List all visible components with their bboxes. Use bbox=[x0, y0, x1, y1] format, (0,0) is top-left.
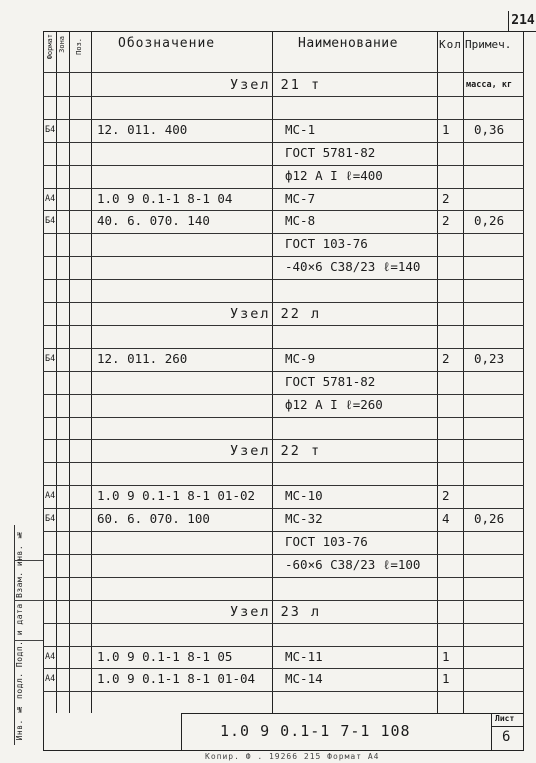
document-code: 1.0 9 0.1-1 7-1 108 bbox=[220, 722, 411, 740]
section-title: Узел 22 т bbox=[230, 443, 322, 460]
row-name: МС-14 bbox=[285, 671, 323, 687]
row-designation: 1.0 9 0.1-1 8-1 05 bbox=[97, 648, 233, 664]
row-divider bbox=[43, 256, 524, 257]
row-note: 0,23 bbox=[474, 350, 505, 366]
header-poz: Поз. bbox=[75, 38, 83, 55]
row-qty: 4 bbox=[442, 511, 450, 527]
section-title: Узел 23 л bbox=[230, 603, 322, 620]
row-divider bbox=[43, 417, 524, 418]
header-note: Примеч. bbox=[465, 38, 512, 51]
row-divider bbox=[43, 554, 524, 555]
row-designation: 12. 011. 260 bbox=[97, 350, 188, 366]
col-divider-qty bbox=[463, 31, 464, 713]
row-format: А4 bbox=[45, 674, 56, 685]
row-qty: 2 bbox=[442, 350, 450, 366]
row-name: ф12 А I ℓ=260 bbox=[285, 396, 383, 412]
page-number: 214 bbox=[508, 11, 536, 32]
row-format: Б4 bbox=[45, 216, 56, 227]
footer-copy-note: Копир. Ф . 19266 215 Формат А4 bbox=[205, 752, 380, 761]
header-designation: Обозначение bbox=[118, 36, 216, 51]
row-designation: 40. 6. 070. 140 bbox=[97, 213, 210, 229]
row-name: МС-1 bbox=[285, 121, 316, 137]
sheet-number: 6 bbox=[502, 729, 511, 745]
sheet-label: Лист bbox=[495, 714, 515, 723]
row-qty: 1 bbox=[442, 648, 450, 664]
row-qty: 2 bbox=[442, 190, 450, 206]
row-note: 0,26 bbox=[474, 213, 505, 229]
row-divider bbox=[43, 165, 524, 166]
row-name: ГОСТ 103-76 bbox=[285, 534, 368, 549]
col-divider-poz bbox=[91, 31, 92, 713]
header-qty: Кол bbox=[439, 38, 462, 51]
header-zona: Зона bbox=[58, 36, 66, 53]
row-note: 0,26 bbox=[474, 511, 505, 527]
section-title: Узел 22 л bbox=[230, 306, 322, 322]
row-divider bbox=[43, 577, 524, 578]
col-divider-format bbox=[56, 31, 57, 713]
row-name: МС-32 bbox=[285, 511, 323, 527]
row-format: Б4 bbox=[45, 514, 56, 525]
row-qty: 2 bbox=[442, 488, 450, 504]
row-divider bbox=[43, 623, 524, 624]
row-name: МС-7 bbox=[285, 190, 316, 206]
side-strip-label: Инв. № подл. Подп. и дата Взам. инв. № bbox=[15, 530, 24, 741]
sheet-box-divider bbox=[491, 726, 524, 727]
row-note: 0,36 bbox=[474, 121, 505, 137]
row-designation: 1.0 9 0.1-1 8-1 01-04 bbox=[97, 671, 256, 687]
row-divider bbox=[43, 233, 524, 234]
row-name: -60×6 С38/23 ℓ=100 bbox=[285, 556, 421, 572]
header-name: Наименование bbox=[298, 36, 398, 51]
row-divider bbox=[43, 371, 524, 372]
row-qty: 2 bbox=[442, 213, 450, 229]
row-qty: 1 bbox=[442, 671, 450, 687]
row-designation: 60. 6. 070. 100 bbox=[97, 511, 210, 527]
row-format: А4 bbox=[45, 651, 56, 662]
row-format: А4 bbox=[45, 491, 56, 502]
row-format: Б4 bbox=[45, 353, 56, 364]
row-designation: 12. 011. 400 bbox=[97, 121, 188, 137]
row-designation: 1.0 9 0.1-1 8-1 04 bbox=[97, 190, 233, 206]
row-qty: 1 bbox=[442, 121, 450, 137]
row-name: МС-10 bbox=[285, 488, 323, 504]
row-name: МС-11 bbox=[285, 648, 323, 664]
row-divider bbox=[43, 691, 524, 692]
row-divider bbox=[43, 142, 524, 143]
row-divider bbox=[43, 96, 524, 97]
header-format: Формат bbox=[46, 34, 54, 60]
section-title: Узел 21 т bbox=[230, 77, 322, 93]
row-name: -40×6 С38/23 ℓ=140 bbox=[285, 259, 421, 275]
row-name: ГОСТ 5781-82 bbox=[285, 373, 376, 389]
col-divider-zona bbox=[69, 31, 70, 713]
row-format: Б4 bbox=[45, 124, 56, 135]
row-name: ГОСТ 5781-82 bbox=[285, 144, 376, 160]
row-designation: 1.0 9 0.1-1 8-1 01-02 bbox=[97, 488, 256, 504]
row-format: А4 bbox=[45, 193, 56, 204]
row-name: ГОСТ 103-76 bbox=[285, 236, 368, 252]
row-name: МС-8 bbox=[285, 213, 316, 229]
mass-unit-note: масса, кг bbox=[466, 80, 513, 90]
col-divider-name bbox=[437, 31, 438, 713]
row-divider bbox=[43, 531, 524, 532]
row-divider bbox=[43, 462, 524, 463]
row-name: МС-9 bbox=[285, 350, 316, 366]
row-divider bbox=[43, 279, 524, 280]
row-divider bbox=[43, 394, 524, 395]
row-divider bbox=[43, 325, 524, 326]
row-name: ф12 А I ℓ=400 bbox=[285, 167, 383, 183]
